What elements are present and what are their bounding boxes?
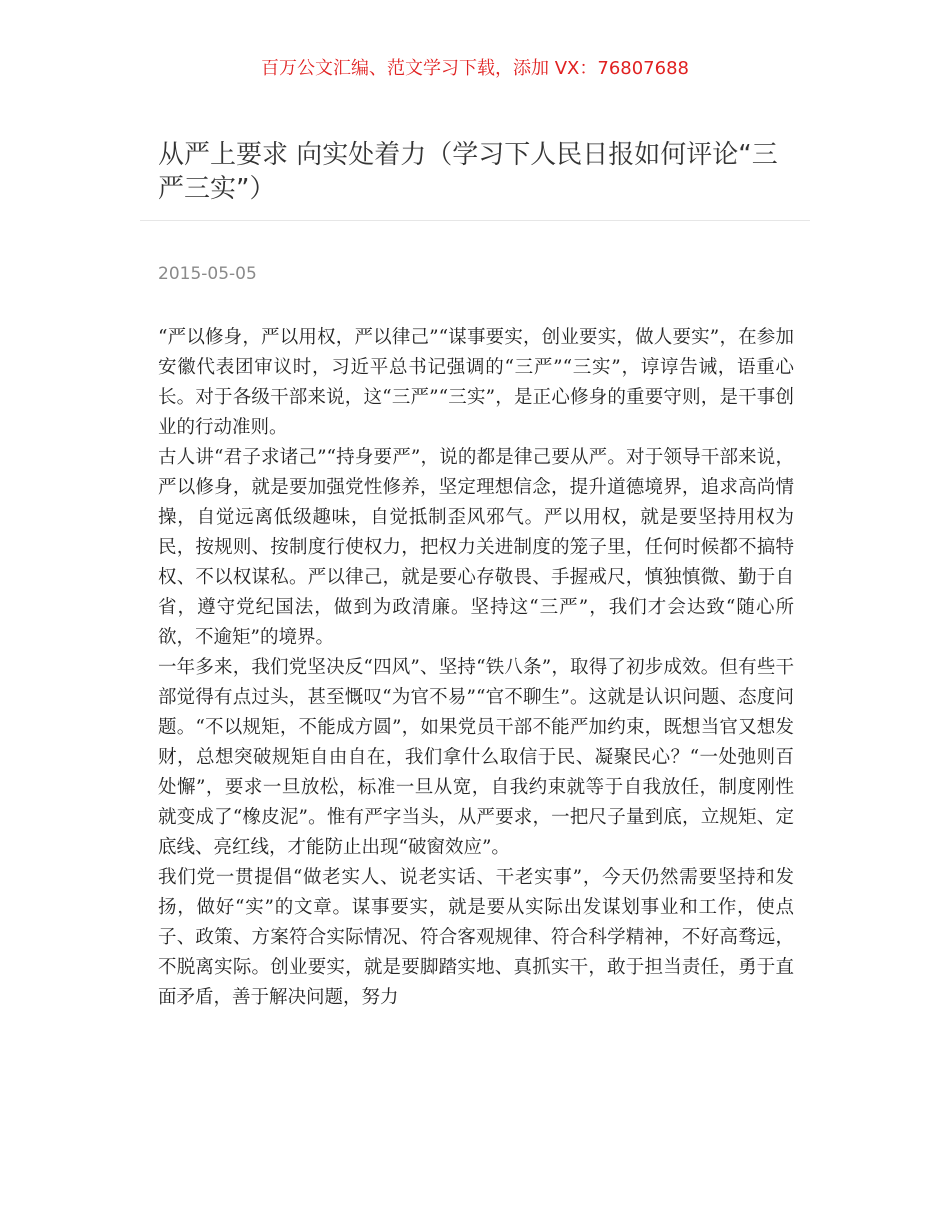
publish-date: 2015-05-05	[158, 264, 257, 284]
title-divider	[140, 220, 810, 221]
article-paragraph: 古人讲“君子求诸己”“持身要严”，说的都是律己要从严。对于领导干部来说，严以修身，就是要加强党性修养，坚定理想信念，提升道德境界，追求高尚情操，自觉远离低级趣味，自觉抵制歪风邪气。严以用权，就是要坚持用权为民，按规则、按制度行使权力，把权力关进制度的笼子里，任何时候都不搞特权、不以权谋私。严以律己，就是要心存敬畏、手握戒尺，慎独慎微、勤于自省，遵守党纪国法，做到为政清廉。坚持这“三严”，我们才会达致“随心所欲，不逾矩”的境界。	[158, 447, 794, 648]
download-banner: 百万公文汇编、范文学习下载，添加 VX：76807688	[261, 58, 689, 79]
article-title: 从严上要求 向实处着力（学习下人民日报如何评论“三严三实”）	[158, 140, 778, 204]
article-paragraph: 我们党一贯提倡“做老实人、说老实话、干老实事”，今天仍然需要坚持和发扬，做好“实”的文章。谋事要实，就是要从实际出发谋划事业和工作，使点子、政策、方案符合实际情况、符合客观规律、符合科学精神，不好高骛远，不脱离实际。创业要实，就是要脚踏实地、真抓实干，敢于担当责任，勇于直面矛盾，善于解决问题，努力	[158, 867, 794, 1008]
article-paragraph: “严以修身，严以用权，严以律己”“谋事要实，创业要实，做人要实”，在参加安徽代表团审议时，习近平总书记强调的“三严”“三实”，谆谆告诫，语重心长。对于各级干部来说，这“三严”“三实”，是正心修身的重要守则，是干事创业的行动准则。	[158, 327, 794, 438]
article-body	[158, 323, 794, 1013]
article-paragraph: 一年多来，我们党坚决反“四风”、坚持“铁八条”，取得了初步成效。但有些干部觉得有点过头，甚至慨叹“为官不易”“官不聊生”。这就是认识问题、态度问题。“不以规矩，不能成方圆”，如果党员干部不能严加约束，既想当官又想发财，总想突破规矩自由自在，我们拿什么取信于民、凝聚民心？“一处弛则百处懈”，要求一旦放松，标准一旦从宽，自我约束就等于自我放任，制度刚性就变成了“橡皮泥”。惟有严字当头，从严要求，一把尺子量到底，立规矩、定底线、亮红线，才能防止出现“破窗效应”。	[158, 657, 794, 858]
